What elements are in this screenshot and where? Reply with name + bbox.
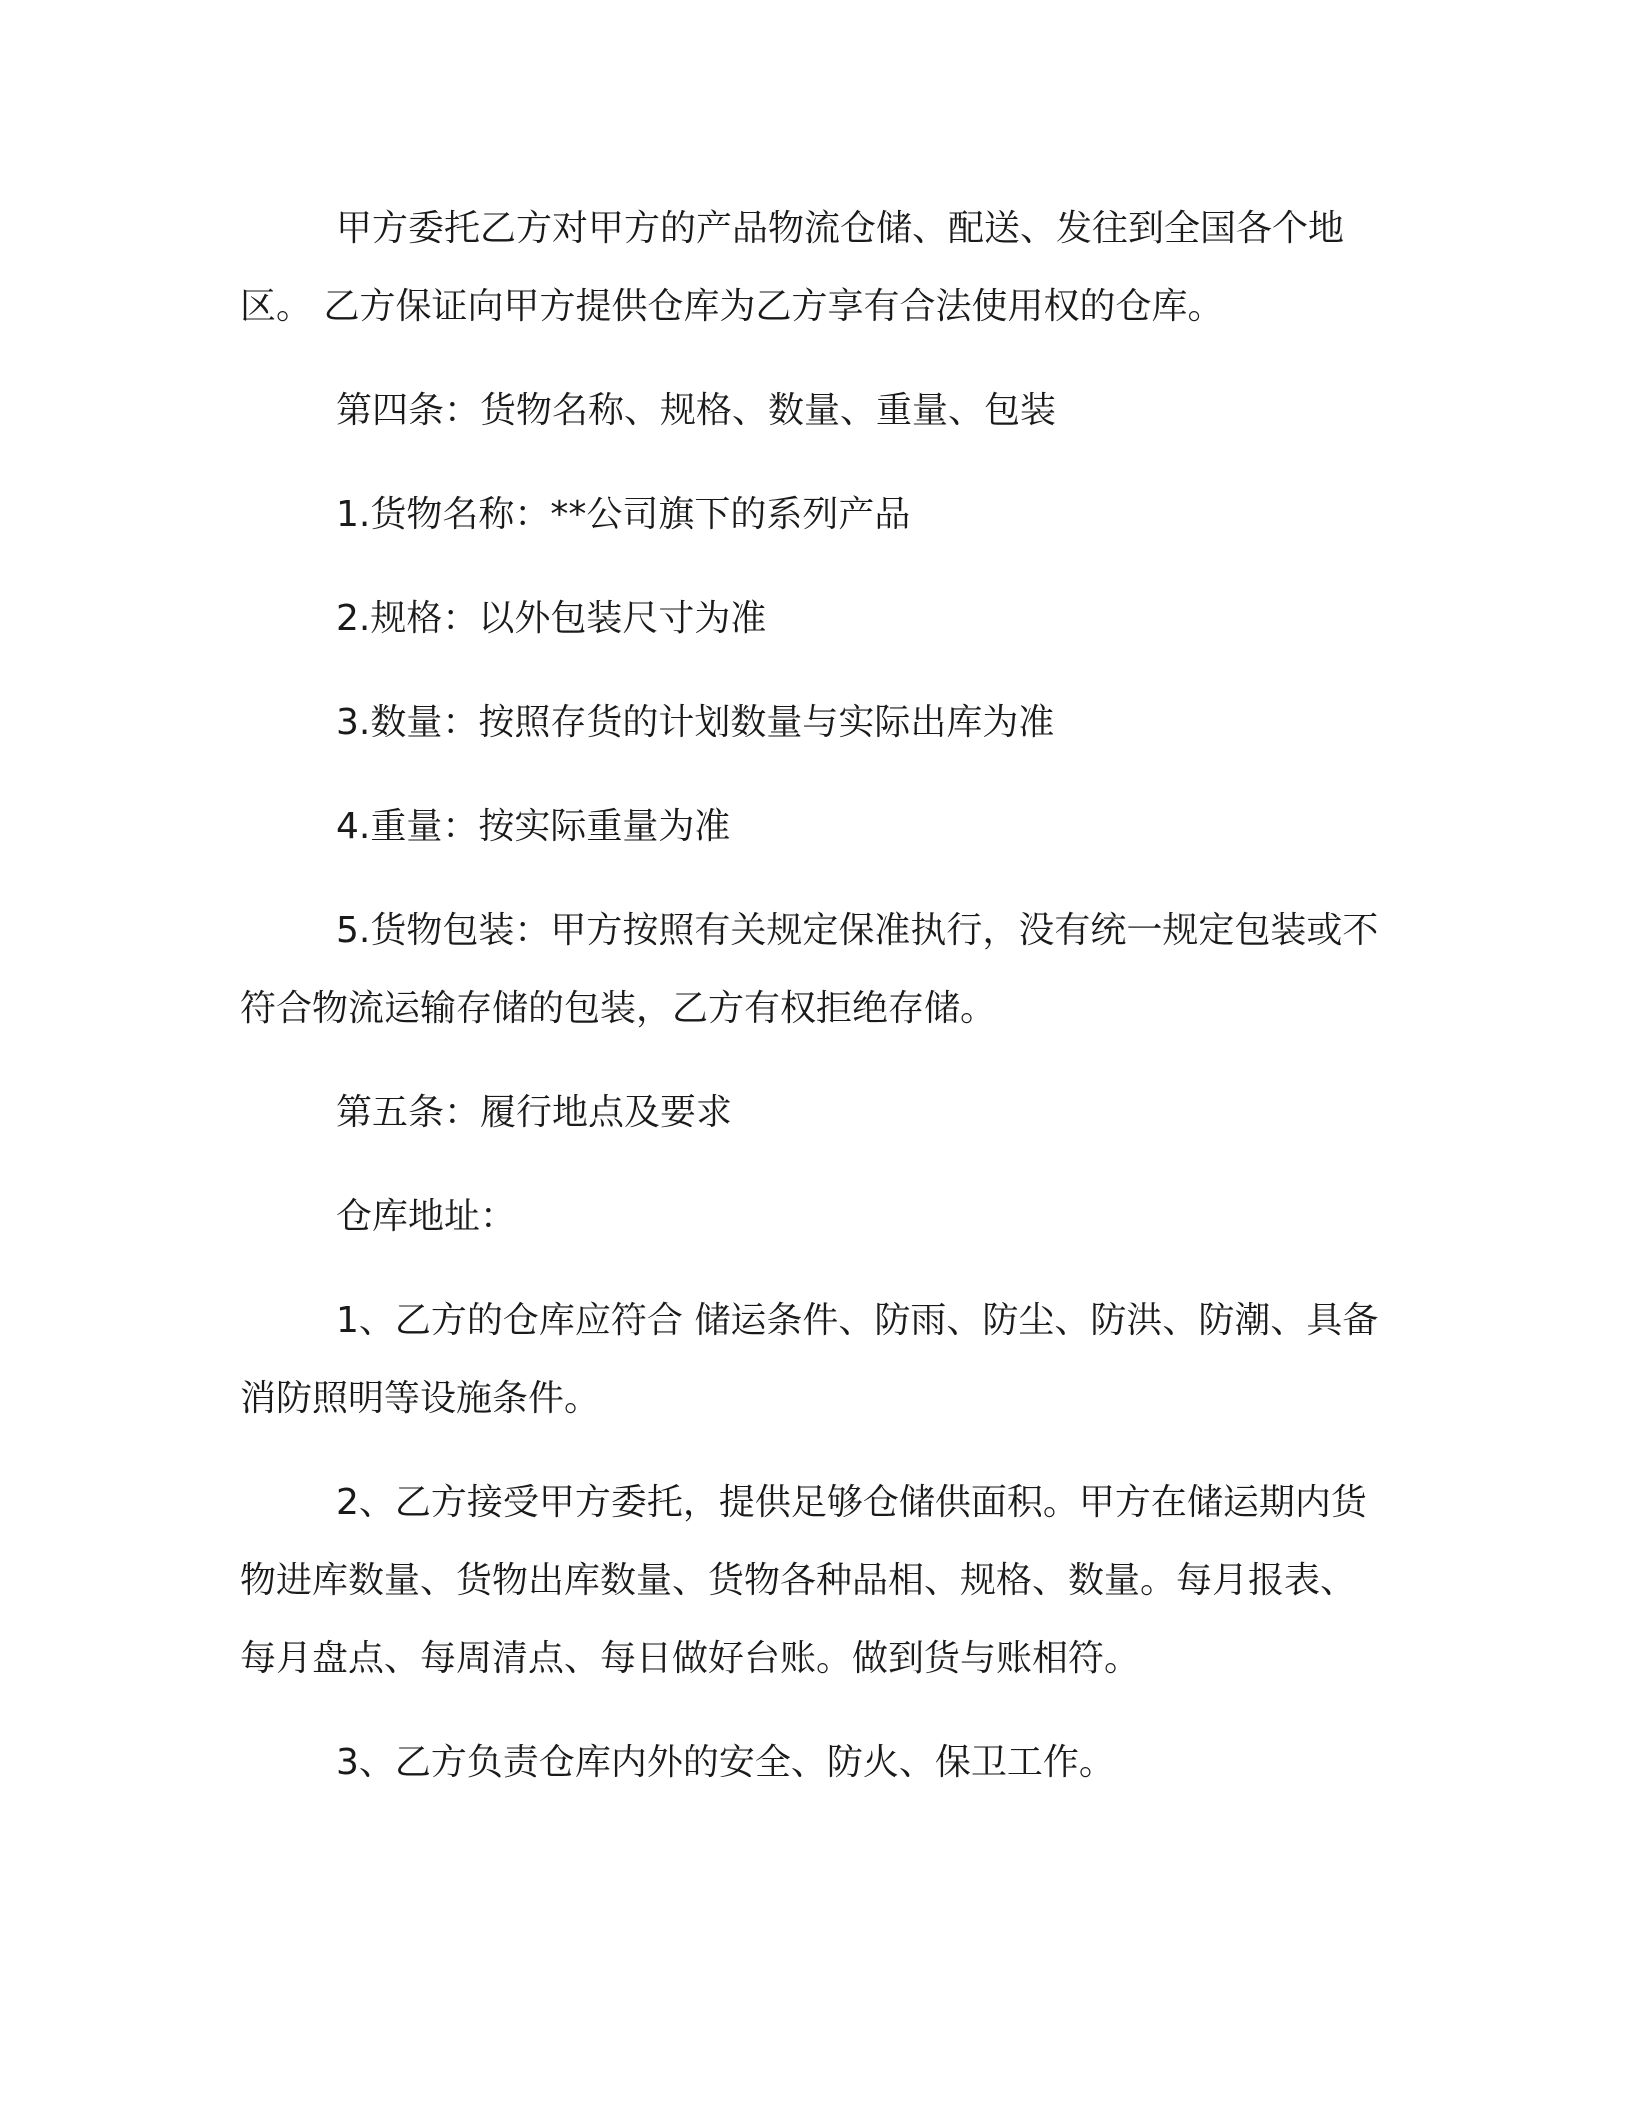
heading-article-4: 第四条：货物名称、规格、数量、重量、包装 [336,390,1057,431]
requirement-2: 2、乙方接受甲方委托，提供足够仓储供面积。甲方在储运期内货物进库数量、货物出库数量、货物各种品相、规格、数量。每月报表、每月盘点、每周清点、每日做好台账。做到货与账相符。 [240,1482,1367,1679]
requirement-3: 3、乙方负责仓库内外的安全、防火、保卫工作。 [336,1742,1115,1783]
requirement-1: 1、乙方的仓库应符合 储运条件、防雨、防尘、防洪、防潮、具备消防照明等设施条件。 [240,1300,1379,1419]
heading-article-5: 第五条：履行地点及要求 [336,1092,733,1133]
document-body [240,190,1390,1828]
warehouse-address-label: 仓库地址： [336,1196,517,1237]
item-goods-name: 1.货物名称：**公司旗下的系列产品 [336,494,911,535]
item-specification: 2.规格：以外包装尺寸为准 [336,598,767,639]
paragraph-intro: 甲方委托乙方对甲方的产品物流仓储、配送、发往到全国各个地区。 乙方保证向甲方提供仓库为乙方享有合法使用权的仓库。 [240,208,1345,327]
item-packaging: 5.货物包装：甲方按照有关规定保准执行，没有统一规定包装或不符合物流运输存储的包装，乙方有权拒绝存储。 [240,910,1379,1029]
item-quantity: 3.数量：按照存货的计划数量与实际出库为准 [336,702,1055,743]
item-weight: 4.重量：按实际重量为准 [336,806,731,847]
